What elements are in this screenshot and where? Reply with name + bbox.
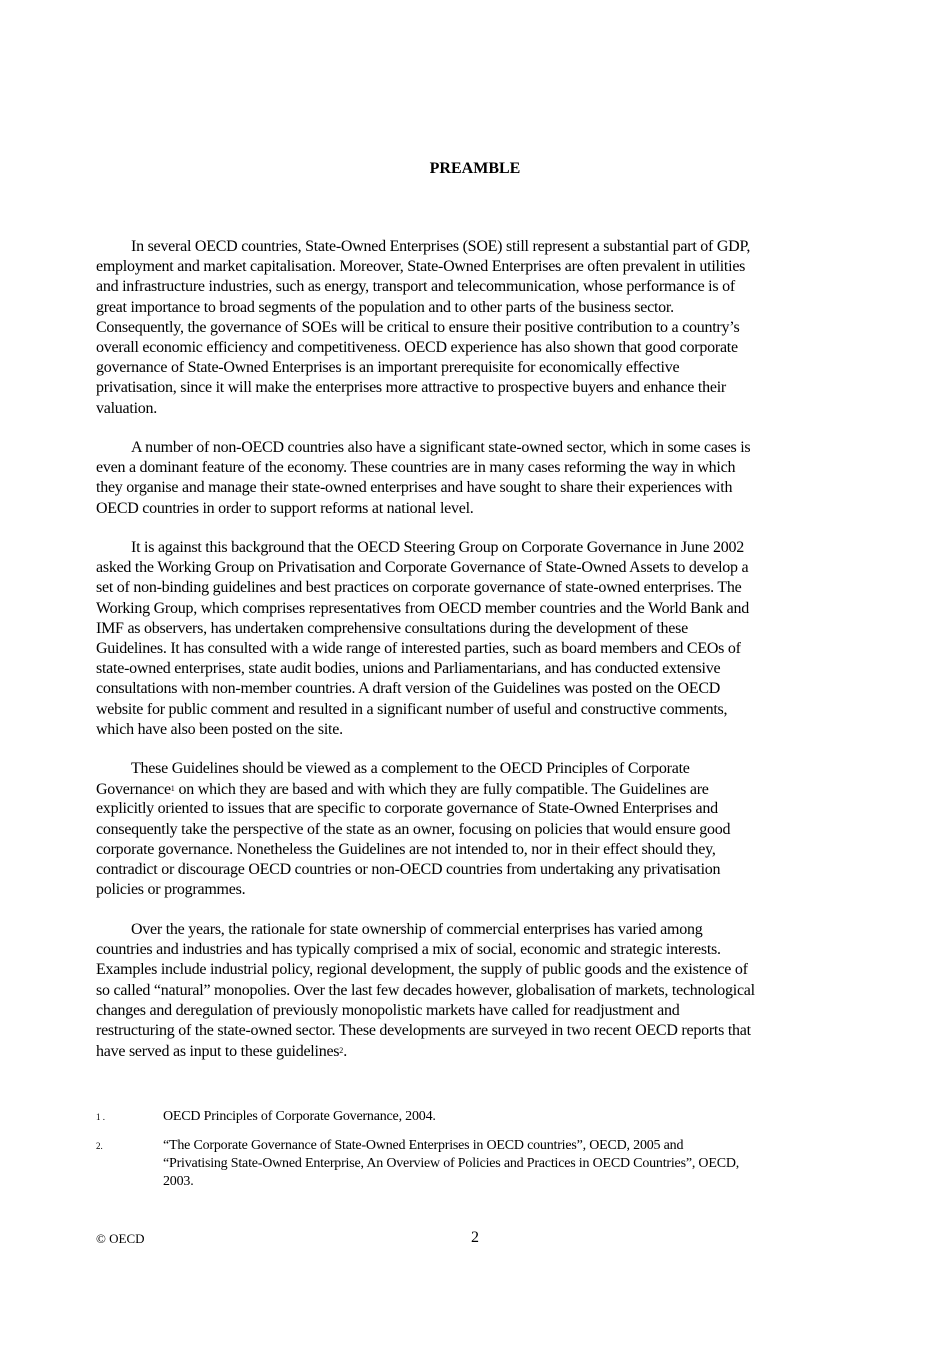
text-line: countries and industries and has typically comprised a mix of social, economic and strategic interests.: [96, 941, 721, 959]
text-line: consequently take the perspective of the state as an owner, focusing on policies that would ensure good: [96, 820, 731, 838]
copyright-notice: © OECD: [96, 1231, 145, 1246]
footnote-text: [163, 1137, 863, 1191]
paragraph-4: [96, 759, 866, 900]
paragraph-3: [96, 538, 866, 740]
text-line: explicitly oriented to issues that are specific to corporate governance of State-Owned Enterprises and: [96, 800, 718, 818]
text-line: [96, 1041, 866, 1061]
text-line: In several OECD countries, State-Owned Enterprises (SOE) still represent a substantial part of GDP,: [131, 238, 751, 255]
text-line: These Guidelines should be viewed as a complement to the OECD Principles of Corporate: [131, 760, 690, 777]
footnote-number: 1 .: [96, 1112, 105, 1122]
text-line: which have also been posted on the site.: [96, 720, 343, 738]
text-line: state-owned enterprises, state audit bodies, unions and Parliamentarians, and has conducted extensive: [96, 660, 721, 678]
text-span: have served as input to these guidelines: [96, 1043, 340, 1061]
footnote-text: [163, 1108, 863, 1126]
text-line: OECD countries in order to support reforms at national level.: [96, 499, 474, 517]
text-line: great importance to broad segments of the population and to other parts of the business sector.: [96, 298, 674, 316]
text-line: privatisation, since it will make the enterprises more attractive to prospective buyers and enhance their: [96, 379, 726, 397]
text-line: Guidelines. It has consulted with a wide range of interested parties, such as board members and CEOs of: [96, 639, 741, 657]
text-line: “Privatising State-Owned Enterprise, An Overview of Policies and Practices in OECD Countries”, OECD,: [163, 1156, 740, 1171]
text-line: so called “natural” monopolies. Over the last few decades however, globalisation of markets, technological: [96, 981, 755, 999]
text-line: overall economic efficiency and competitiveness. OECD experience has also shown that good corporate: [96, 338, 738, 356]
text-line: contradict or discourage OECD countries or non-OECD countries from undertaking any privatisation: [96, 860, 721, 878]
text-line: asked the Working Group on Privatisation and Corporate Governance of State-Owned Assets to develop a: [96, 559, 749, 577]
paragraph-1: [96, 237, 866, 419]
text-line: restructuring of the state-owned sector. These developments are surveyed in two recent OECD reports that: [96, 1021, 751, 1039]
text-line: changes and deregulation of previously monopolistic markets have called for readjustment and: [96, 1001, 680, 1019]
text-line: website for public comment and resulted in a significant number of useful and constructive comments,: [96, 700, 728, 718]
text-span: .: [343, 1043, 348, 1061]
text-span: Governance: [96, 781, 171, 799]
text-line: It is against this background that the OECD Steering Group on Corporate Governance in June 2002: [131, 539, 744, 556]
text-line: policies or programmes.: [96, 881, 246, 899]
page-title: PREAMBLE: [429, 160, 521, 177]
text-line: even a dominant feature of the economy. These countries are in many cases reforming the way in which: [96, 459, 736, 477]
text-span: on which they are based and with which they are fully compatible. The Guidelines are: [174, 781, 709, 799]
text-line: consultations with non-member countries. A draft version of the Guidelines was posted on the OECD: [96, 680, 721, 698]
text-line: Working Group, which comprises representatives from OECD member countries and the World Bank and: [96, 599, 749, 617]
text-line: 2003.: [163, 1174, 194, 1189]
page-number: 2: [471, 1229, 479, 1246]
text-line: Examples include industrial policy, regional development, the supply of public goods and the existence of: [96, 961, 748, 979]
text-line: Consequently, the governance of SOEs will be critical to ensure their positive contribution to a country’s: [96, 318, 740, 336]
text-line: governance of State-Owned Enterprises is an important prerequisite for economically effective: [96, 359, 680, 377]
paragraph-5: [96, 920, 866, 1061]
text-line: employment and market capitalisation. Moreover, State-Owned Enterprises are often prevalent in utilities: [96, 258, 746, 276]
text-line: valuation.: [96, 399, 158, 417]
text-line: [96, 779, 866, 799]
text-line: they organise and manage their state-owned enterprises and have sought to share their experiences with: [96, 479, 733, 497]
text-line: OECD Principles of Corporate Governance, 2004.: [163, 1109, 436, 1124]
paragraph-2: [96, 438, 866, 519]
text-line: IMF as observers, has undertaken comprehensive consultations during the development of these: [96, 619, 688, 637]
text-line: “The Corporate Governance of State-Owned Enterprises in OECD countries”, OECD, 2005 and: [163, 1138, 684, 1153]
footnote-number: 2.: [96, 1141, 103, 1151]
footnote-ref-2[interactable]: 2: [339, 1046, 344, 1056]
text-line: and infrastructure industries, such as energy, transport and telecommunication, whose performance is of: [96, 278, 735, 296]
text-line: A number of non-OECD countries also have a significant state-owned sector, which in some cases is: [131, 439, 751, 456]
footnote-ref-1[interactable]: 1: [170, 784, 175, 794]
text-line: Over the years, the rationale for state ownership of commercial enterprises has varied among: [131, 921, 703, 938]
text-line: set of non-binding guidelines and best practices on corporate governance of state-owned enterprises. The: [96, 579, 742, 597]
text-line: corporate governance. Nonetheless the Guidelines are not intended to, nor in their effect should they,: [96, 840, 716, 858]
